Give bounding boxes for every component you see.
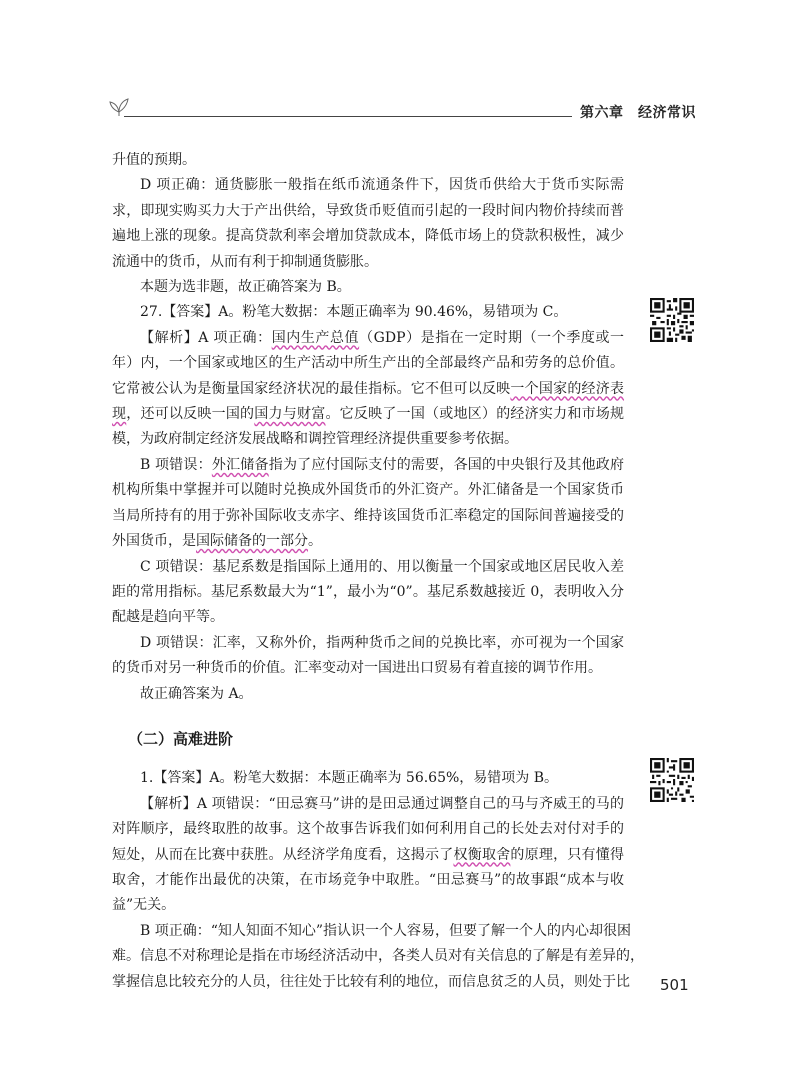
q27-a-text: 。它反映了一国（或地区）的经济实力和市场规模，为政府制定经济发展战略和调控管理经济提供重要参考依据。 [112, 406, 625, 448]
header-rule [124, 116, 572, 117]
q27-option-a [112, 326, 624, 453]
conclusion-1: 本题为选非题，故正确答案为 B。 [140, 279, 351, 296]
q27-conclusion: 故正确答案为 A。 [140, 685, 253, 702]
paragraph-fragment: 升值的预期。 [112, 152, 196, 168]
page-header [108, 94, 696, 124]
leaf-icon [108, 96, 130, 116]
q27-a-text: ，还可以反映一国的 [126, 406, 255, 423]
q27-b-text: 。 [308, 533, 322, 550]
text-line: 难。信息不对称理论是指在市场经济活动中，各类人员对有关信息的了解是有差异的， [112, 948, 644, 965]
qr-code-graphic [650, 298, 694, 342]
highlight-term: 国力与财富 [254, 406, 326, 423]
page-body [112, 148, 644, 995]
q27-option-d: D 项错误：汇率，又称外价，指两种货币之间的兑换比率，亦可视为一个国家的货币对另一种货币的价值。汇率变动对一国进出口贸易有着直接的调节作用。 [112, 634, 624, 677]
text-line: 掌握信息比较充分的人员，往往处于比较有利的地位，而信息贫乏的人员，则处于比 [112, 973, 630, 990]
page-number: 501 [660, 976, 689, 994]
highlight-term: 外汇储备 [211, 456, 269, 473]
option-d-explanation: D 项正确：通货膨胀一般指在纸币流通条件下，因货币供给大于货币实际需求，即现实购买力大于产出供给，导致货币贬值而引起的一段时间内物价持续而普遍地上涨的现象。提高贷款利率会增加贷款成本，降低市场上的贷款积极性，减少流通中的货币，从而有利于抑制通货膨胀。 [112, 177, 624, 270]
q1-option-a [112, 792, 624, 919]
q27-b-text: 指为了应付国际支付的需要，各国的中央银行及其他政府机构所集中掌握并可以随时兑换成外国货币的外汇资产。外汇储备是一个国家货币当局所持有的用于弥补国际收支赤字、维持该国货币汇率稳定的国际间普遍接受的外国货币，是 [112, 456, 625, 550]
q27-a-text: （GDP）是指在一定时期（一个季度或一年）内，一个国家或地区的生产活动中所生产出的全部最终产品和劳务的总价值。它常被公认为是衡量国家经济状况的最佳指标。它不但可以反映 [112, 329, 625, 397]
highlight-term: 国内生产总值 [271, 329, 360, 346]
section-heading: （二）高难进阶 [128, 729, 234, 748]
q27-answer: 27.【答案】A。粉笔大数据：本题正确率为 90.46%，易错项为 C。 [140, 304, 568, 321]
q27-b-prefix: B 项错误： [140, 456, 212, 473]
text-line: B 项正确：“知人知面不知心”指认识一个人容易，但要了解一个人的内心却很困 [140, 922, 632, 939]
qr-code-icon[interactable] [650, 298, 694, 342]
q1-a-text: 【解析】A 项错误：“田忌赛马”讲的是田忌通过调整自己的马与齐威王的马的对阵顺序，最终取胜的故事。这个故事告诉我们如何利用自己的长处去对付对手的短处，从而在比赛中获胜。从经济学角度看，这揭示了 [112, 795, 624, 863]
highlight-term: 国际储备的一部分 [196, 533, 308, 550]
qr-code-icon[interactable] [650, 758, 694, 802]
q27-a-prefix: 【解析】A 项正确： [140, 329, 272, 346]
q27-option-c: C 项错误：基尼系数是指国际上通用的、用以衡量一个国家或地区居民收入差距的常用指标。基尼系数最大为“1”，最小为“0”。基尼系数越接近 0，表明收入分配越是趋向平等。 [112, 558, 624, 626]
q1-a-text: 的原理，只有懂得取舍，才能作出最优的决策，在市场竞争中取胜。“田忌赛马”的故事跟“成本与收益”无关。 [112, 846, 625, 914]
q27-option-b [112, 453, 624, 555]
highlight-term: 权衡取舍 [453, 846, 511, 863]
highlight-term: 一个国家的经济表现 [112, 380, 625, 423]
chapter-title: 第六章 经济常识 [580, 105, 696, 121]
qr-code-graphic [650, 758, 694, 802]
q1-answer: 1.【答案】A。粉笔大数据：本题正确率为 56.65%，易错项为 B。 [140, 770, 559, 787]
q1-option-b [112, 919, 644, 995]
